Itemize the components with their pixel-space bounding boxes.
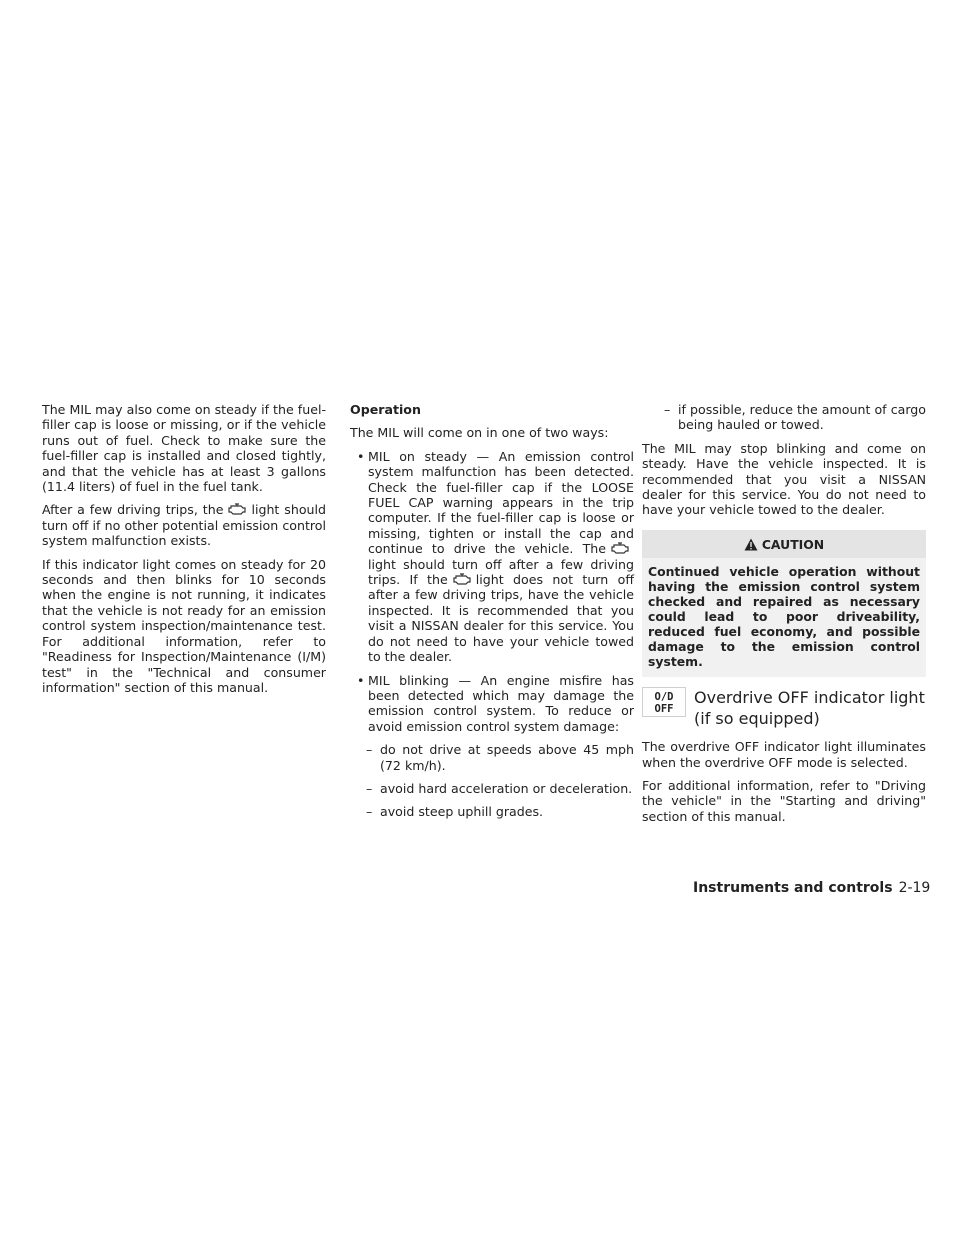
dash-item-cargo: – if possible, reduce the amount of cargo being hauled or towed.: [664, 402, 926, 433]
dash-item-speed: – do not drive at speeds above 45 mph (72 km/h).: [366, 742, 634, 773]
operation-heading: Operation: [350, 402, 421, 417]
bullet-marker: •: [357, 448, 365, 464]
footer-section-name: Instruments and controls: [693, 880, 893, 896]
dash-item-uphill: – avoid steep uphill grades.: [366, 804, 544, 820]
page-footer: [693, 877, 931, 896]
paragraph-overdrive-illuminates: The overdrive OFF indicator light illuminates when the overdrive OFF mode is selected.: [642, 739, 926, 770]
dash-marker: –: [366, 804, 373, 820]
dash-marker: –: [366, 780, 373, 796]
paragraph-after-trips: After a few driving trips, the light should turn off if no other potential emission control system malfunction exists.: [42, 502, 326, 549]
warning-triangle-icon: [744, 538, 758, 551]
paragraph-overdrive-reference: For additional information, refer to "Driving the vehicle" in the "Starting and driving" section of this manual.: [642, 778, 926, 824]
check-engine-icon: [610, 542, 630, 555]
caution-title: CAUTION: [761, 536, 825, 552]
overdrive-section-header: [642, 687, 926, 729]
paragraph-stop-blinking: The MIL may stop blinking and come on steady. Have the vehicle inspected. It is recommended that you visit a NISSAN dealer for this service. You do not need to have your vehicle towed to the dealer.: [642, 440, 926, 518]
page-number: 2-19: [898, 880, 931, 896]
dash-item-acceleration: – avoid hard acceleration or deceleration.: [366, 780, 633, 796]
bullet-mil-steady: • MIL on steady — An emission control system malfunction has been detected. Check the fuel-filler cap if the LOOSE FUEL CAP warning appears in the trip computer. If the fuel-filler cap is loose or missing, tighten or install the cap and continue to drive the vehicle. Thelight should turn off after a few driving trips. If the light does not turn off after a few driving trips, have the vehicle inspected. It is recommended that you visit a NISSAN dealer for this service. You do not need to have your vehicle towed to the dealer.: [357, 448, 634, 665]
column-middle: [350, 402, 634, 828]
check-engine-icon: [227, 503, 247, 516]
caution-header: [642, 530, 926, 558]
bullet-mil-blinking: • MIL blinking — An engine misfire has been detected which may damage the emission control system. To reduce or avoid emission control system damage:: [357, 672, 634, 734]
column-right: [642, 402, 926, 832]
check-engine-icon: [452, 573, 472, 586]
dash-marker: –: [664, 402, 671, 417]
column-left: [42, 402, 326, 703]
caution-text: Continued vehicle operation without having the emission control system checked and repaired as necessary could lead to poor driveability, reduced fuel economy, and possible damage to the emission control system.: [642, 558, 926, 677]
paragraph-mil-fuel-cap: The MIL may also come on steady if the fuel-filler cap is loose or missing, or if the vehicle runs out of fuel. Check to make sure the fuel-filler cap is installed and closed tightly, and that the vehicle has at least 3 gallons (11.4 liters) of fuel in the fuel tank.: [42, 402, 326, 495]
operation-intro: The MIL will come on in one of two ways:: [350, 425, 609, 441]
dash-marker: –: [366, 742, 373, 758]
overdrive-off-icon: O/D OFF: [642, 687, 686, 717]
paragraph-readiness: If this indicator light comes on steady for 20 seconds and then blinks for 10 seconds when the engine is not running, it indicates that the vehicle is not ready for an emission control system inspection/maintenance test. For additional information, refer to "Readiness for Inspection/Maintenance (I/M) test" in the "Technical and consumer information" section of this manual.: [42, 556, 326, 695]
overdrive-section-title: Overdrive OFF indicator light (if so equipped): [694, 688, 925, 729]
bullet-marker: •: [357, 672, 365, 688]
